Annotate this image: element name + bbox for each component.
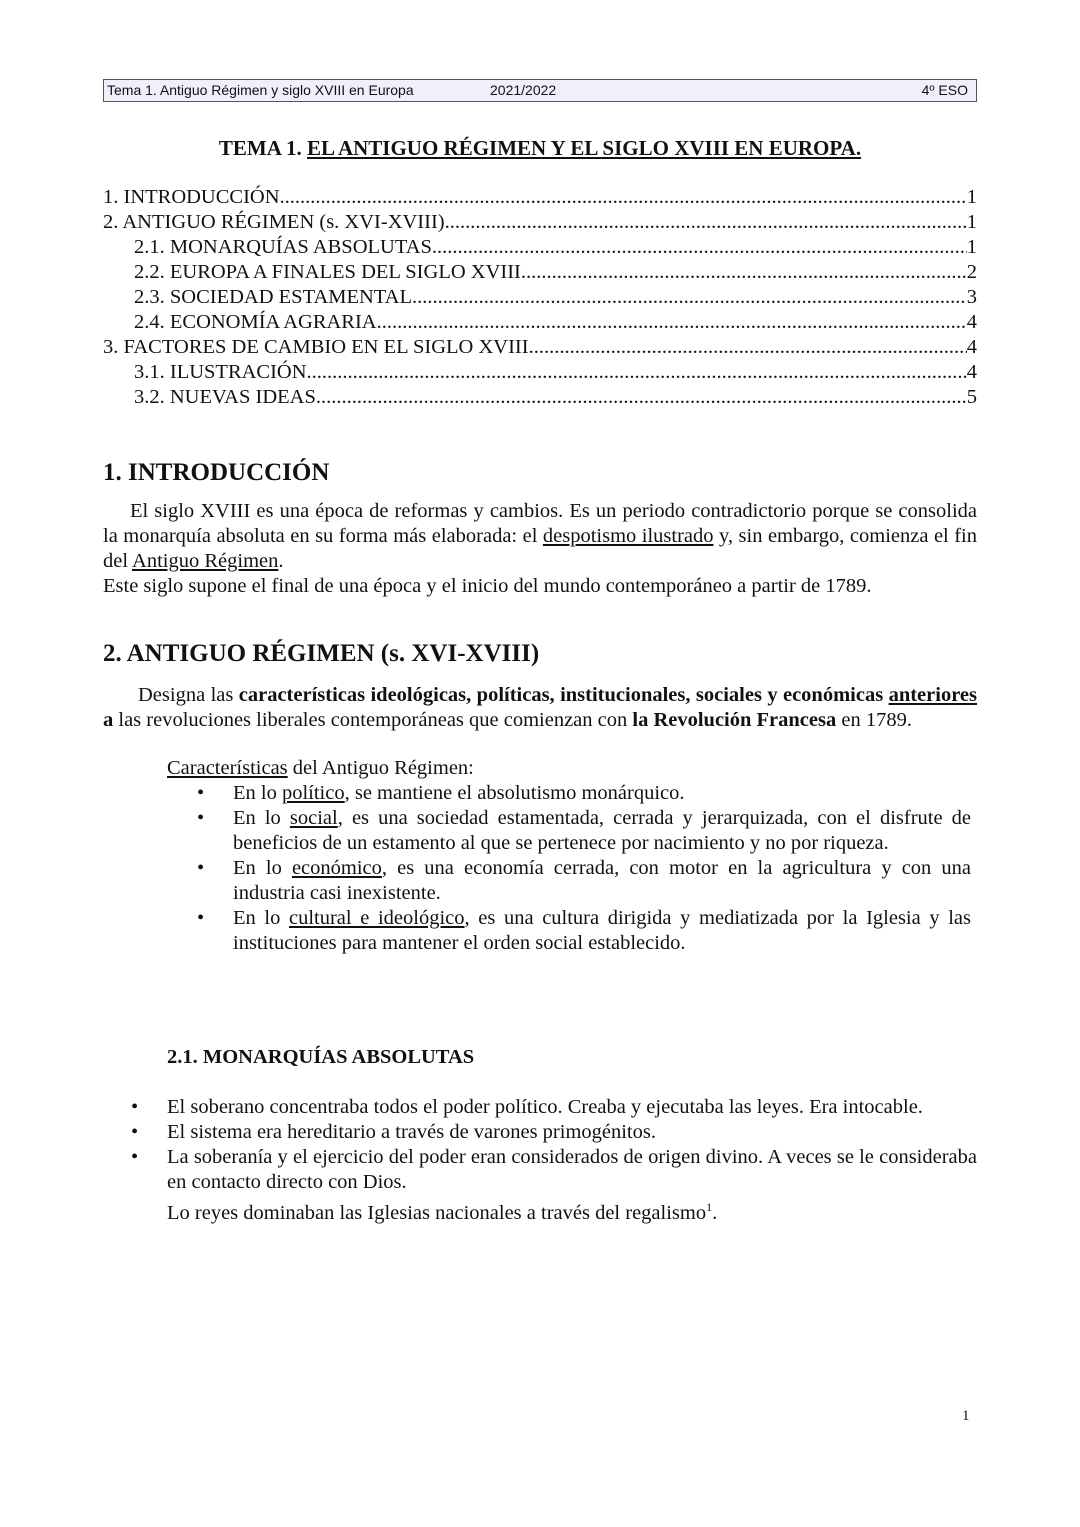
toc-label: 2. ANTIGUO RÉGIMEN (s. XVI-XVIII) xyxy=(103,211,445,233)
text: Antiguo Régimen xyxy=(132,550,279,572)
text: , se mantiene el absolutismo monárquico. xyxy=(344,782,685,804)
text: la Revolución Francesa xyxy=(632,709,837,731)
toc-entry[interactable] xyxy=(103,235,977,260)
text: , es una sociedad estamentada, cerrada y jerarquizada, con el disfrute de beneficios de un estamento al que se pertenece por nacimiento y no por riqueza. xyxy=(233,807,972,854)
toc-leader xyxy=(521,260,967,285)
toc-leader xyxy=(412,285,967,310)
toc-page: 4 xyxy=(966,311,977,333)
text: las revoluciones liberales contemporáneas que comienzan con xyxy=(113,709,633,731)
toc-entry[interactable] xyxy=(103,285,977,310)
toc-label: 3.1. ILUSTRACIÓN xyxy=(134,361,307,383)
definition-paragraph xyxy=(103,683,977,733)
text: características ideológicas, políticas, institucionales, sociales y económicas xyxy=(238,684,884,706)
list-item xyxy=(233,906,971,956)
text: Características xyxy=(167,757,288,779)
page-number: 1 xyxy=(962,1408,970,1424)
table-of-contents xyxy=(103,185,977,410)
characteristics-list xyxy=(233,781,971,956)
toc-leader xyxy=(445,210,967,235)
text: En lo xyxy=(233,857,292,879)
toc-entry[interactable] xyxy=(103,335,977,360)
text: En lo xyxy=(233,807,290,829)
header-year: 2021/2022 xyxy=(490,82,557,98)
toc-page: 3 xyxy=(966,286,977,308)
section-heading: 1. INTRODUCCIÓN xyxy=(103,459,330,486)
text: cultural e ideológico xyxy=(288,907,465,929)
text: , es una cultura dirigida y mediatizada por la Iglesia y las instituciones para mantener el orden social establecido. xyxy=(233,907,971,954)
toc-leader xyxy=(307,360,967,385)
text: despotismo ilustrado xyxy=(542,525,714,547)
list-item xyxy=(233,806,971,856)
toc-label: 3.2. NUEVAS IDEAS xyxy=(134,386,316,408)
text: Designa las xyxy=(138,684,239,706)
text: . xyxy=(712,1201,718,1224)
toc-page: 5 xyxy=(966,386,977,408)
section-heading: 2. ANTIGUO RÉGIMEN (s. XVI-XVIII) xyxy=(103,640,540,667)
toc-page: 2 xyxy=(966,261,977,283)
section-monarquias xyxy=(103,1045,977,1226)
section-introduccion xyxy=(103,460,977,599)
toc-entry[interactable] xyxy=(103,210,977,235)
monarquias-list xyxy=(167,1095,977,1195)
header-title: Tema 1. Antiguo Régimen y siglo XVIII en Europa xyxy=(107,82,414,98)
title-prefix: TEMA 1. xyxy=(218,136,307,160)
toc-entry[interactable] xyxy=(103,360,977,385)
toc-entry[interactable] xyxy=(103,310,977,335)
toc-label: 3. FACTORES DE CAMBIO EN EL SIGLO XVIII xyxy=(103,336,529,358)
text: . xyxy=(278,550,284,572)
page-header xyxy=(103,79,977,102)
toc-leader xyxy=(529,335,967,360)
text: En lo xyxy=(233,782,282,804)
toc-leader xyxy=(432,235,967,260)
text: En lo xyxy=(233,907,289,929)
list-item: • La soberanía y el ejercicio del poder eran considerados de origen divino. A veces se le consideraba en contacto directo con Dios. xyxy=(167,1145,977,1195)
list-item xyxy=(233,856,971,906)
toc-page: 4 xyxy=(966,336,977,358)
text: económico xyxy=(291,857,382,879)
text: político xyxy=(281,782,345,804)
toc-label: 2.3. SOCIEDAD ESTAMENTAL xyxy=(134,286,413,308)
toc-entry[interactable] xyxy=(103,185,977,210)
characteristics-label xyxy=(167,756,977,781)
toc-label: 1. INTRODUCCIÓN xyxy=(103,186,280,208)
toc-page: 1 xyxy=(966,236,977,258)
document-title xyxy=(103,136,977,161)
subsection-heading: 2.1. MONARQUÍAS ABSOLUTAS xyxy=(167,1046,475,1068)
toc-page: 1 xyxy=(966,186,977,208)
text: , es una economía cerrada, con motor en la agricultura y con una industria casi inexistente. xyxy=(233,857,972,904)
text: del Antiguo Régimen: xyxy=(287,757,474,779)
text: en 1789. xyxy=(836,709,912,731)
intro-paragraph-2: Este siglo supone el final de una época y el inicio del mundo contemporáneo a partir de 1789. xyxy=(103,575,872,597)
text: a xyxy=(103,709,114,731)
toc-leader xyxy=(316,385,967,410)
toc-label: 2.4. ECONOMÍA AGRARIA xyxy=(134,311,377,333)
toc-label: 2.2. EUROPA A FINALES DEL SIGLO XVIII xyxy=(134,261,521,283)
toc-page: 1 xyxy=(966,211,977,233)
text: y, sin embargo, comienza el fin del xyxy=(103,525,977,572)
title-main: EL ANTIGUO RÉGIMEN Y EL SIGLO XVIII EN EUROPA. xyxy=(307,136,862,160)
toc-label: 2.1. MONARQUÍAS ABSOLUTAS xyxy=(134,236,432,258)
footnote-ref[interactable]: 1 xyxy=(706,1200,713,1214)
text: anteriores xyxy=(888,684,978,706)
regalismo-line xyxy=(167,1195,977,1226)
header-course: 4º ESO xyxy=(921,82,968,98)
text: Lo reyes dominaban las Iglesias nacionales a través del regalismo xyxy=(167,1201,707,1224)
toc-leader xyxy=(280,185,967,210)
toc-leader xyxy=(377,310,967,335)
toc-entry[interactable] xyxy=(103,260,977,285)
list-item: • El soberano concentraba todos el poder político. Creaba y ejecutaba las leyes. Era intocable. xyxy=(167,1095,977,1120)
list-item xyxy=(233,781,971,806)
text: El siglo XVIII es una época de reformas y cambios. Es un periodo contradictorio porque se consolida la monarquía absoluta en su forma más elaborada: el xyxy=(103,500,977,547)
list-item: • El sistema era hereditario a través de varones primogénitos. xyxy=(167,1120,977,1145)
intro-paragraph xyxy=(103,499,977,574)
section-antiguo-regimen xyxy=(103,641,977,956)
toc-page: 4 xyxy=(966,361,977,383)
text: social xyxy=(289,807,338,829)
toc-entry[interactable] xyxy=(103,385,977,410)
